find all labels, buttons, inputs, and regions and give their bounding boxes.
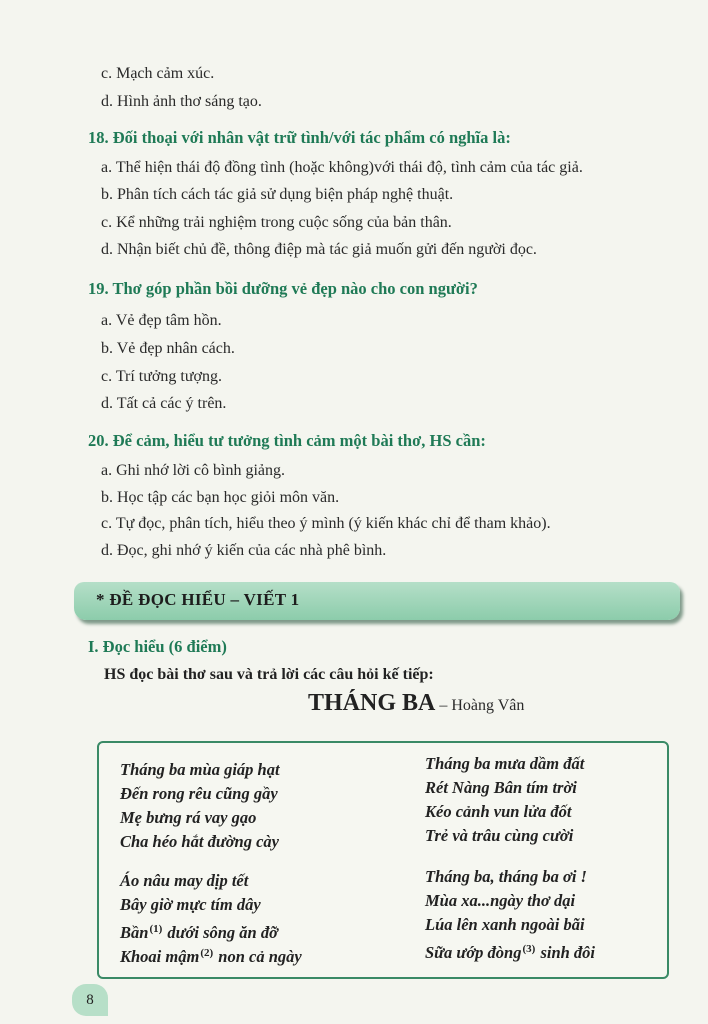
poem-line: Tháng ba, tháng ba ơi ! bbox=[425, 867, 587, 886]
poem-line: Bây giờ mực tím dây bbox=[120, 895, 261, 914]
poem-line: Mùa xa...ngày thơ dại bbox=[425, 891, 576, 910]
instruction-text: HS đọc bài thơ sau và trả lời các câu hỏi kế tiếp: bbox=[104, 666, 434, 683]
option-19d: d. Tất cả các ý trên. bbox=[101, 395, 227, 412]
poem-line: Tháng ba mùa giáp hạt bbox=[120, 760, 280, 779]
poem-title: THÁNG BA bbox=[308, 690, 436, 716]
option-20a: a. Ghi nhớ lời cô bình giảng. bbox=[101, 462, 286, 479]
option-19b: b. Vẻ đẹp nhân cách. bbox=[101, 340, 235, 357]
poem-line: Trẻ và trâu cùng cười bbox=[425, 826, 574, 845]
option-19c: c. Trí tưởng tượng. bbox=[101, 368, 222, 385]
option-20b: b. Học tập các bạn học giỏi môn văn. bbox=[101, 489, 340, 506]
poem-line bbox=[120, 919, 278, 943]
option-19a: a. Vẻ đẹp tâm hồn. bbox=[101, 312, 222, 329]
poem-word: Khoai mậm bbox=[120, 947, 200, 966]
page-number: 8 bbox=[72, 984, 108, 1016]
poem-author: – Hoàng Vân bbox=[439, 697, 525, 714]
question-19: 19. Thơ góp phần bồi dưỡng vẻ đẹp nào cho con người? bbox=[88, 279, 478, 298]
poem-line bbox=[425, 939, 595, 963]
poem-title-line bbox=[308, 690, 524, 717]
section-heading: I. Đọc hiểu (6 điểm) bbox=[88, 637, 227, 656]
poem-line: Tháng ba mưa dầm đất bbox=[425, 754, 585, 773]
option-18b: b. Phân tích cách tác giả sử dụng biện pháp nghệ thuật. bbox=[101, 186, 454, 203]
poem-line: Áo nâu may dịp tết bbox=[120, 871, 249, 890]
poem-word: dưới sông ăn đỡ bbox=[163, 923, 278, 942]
option-18a: a. Thể hiện thái độ đồng tình (hoặc không)với thái độ, tình cảm của tác giả. bbox=[101, 159, 583, 176]
option-17c: c. Mạch cảm xúc. bbox=[101, 65, 215, 82]
poem-line bbox=[120, 943, 302, 967]
poem-line: Cha héo hắt đường cày bbox=[120, 832, 280, 851]
question-18: 18. Đối thoại với nhân vật trữ tình/với tác phẩm có nghĩa là: bbox=[88, 128, 511, 147]
option-20d: d. Đọc, ghi nhớ ý kiến của các nhà phê bình. bbox=[101, 542, 387, 559]
option-20c: c. Tự đọc, phân tích, hiểu theo ý mình (ý kiến khác chỉ để tham khảo). bbox=[101, 515, 551, 532]
footnote-marker: (3) bbox=[522, 943, 536, 955]
option-18c: c. Kể những trải nghiệm trong cuộc sống của bản thân. bbox=[101, 214, 452, 231]
poem-line: Rét Nàng Bân tím trời bbox=[425, 778, 577, 797]
poem-word: sinh đôi bbox=[536, 943, 596, 962]
section-banner-title: * ĐỀ ĐỌC HIỂU – VIẾT 1 bbox=[96, 590, 300, 609]
footnote-marker: (2) bbox=[200, 947, 214, 959]
poem-word: Bần bbox=[120, 923, 149, 942]
poem-line: Kéo cảnh vun lửa đốt bbox=[425, 802, 572, 821]
poem-line: Mẹ bưng rá vay gạo bbox=[120, 808, 257, 827]
poem-word: Sữa ướp đòng bbox=[425, 943, 522, 962]
poem-word: non cả ngày bbox=[214, 947, 302, 966]
question-20: 20. Để cảm, hiểu tư tưởng tình cảm một bài thơ, HS cần: bbox=[88, 431, 486, 450]
option-18d: d. Nhận biết chủ đề, thông điệp mà tác giả muốn gửi đến người đọc. bbox=[101, 241, 537, 258]
option-17d: d. Hình ảnh thơ sáng tạo. bbox=[101, 93, 262, 110]
poem-line: Đến rong rêu cũng gầy bbox=[120, 784, 278, 803]
poem-line: Lúa lên xanh ngoài bãi bbox=[425, 915, 585, 934]
footnote-marker: (1) bbox=[149, 923, 163, 935]
